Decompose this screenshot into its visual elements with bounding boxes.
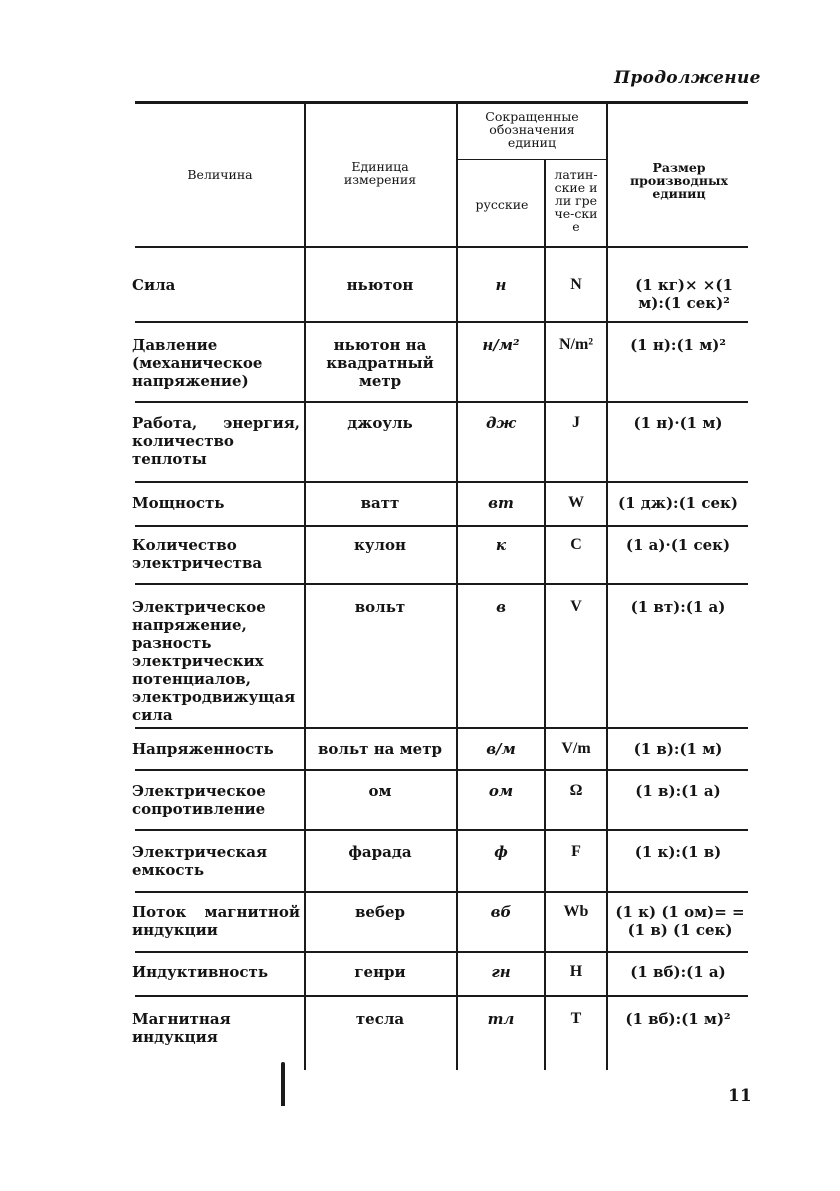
table-row-russian: вб bbox=[490, 903, 512, 921]
table-row-unit: вольт bbox=[354, 598, 406, 616]
table-row-russian: тл bbox=[487, 1010, 515, 1028]
page-number: 11 bbox=[728, 1086, 752, 1106]
header-abbrev-group: Сокращенные обозначения единиц bbox=[485, 109, 579, 150]
table-row-derived-size: (1 вб):(1 м)² bbox=[625, 1010, 731, 1028]
table-row-latin: F bbox=[571, 843, 581, 860]
abbrev-header-rule bbox=[458, 159, 606, 160]
table-row-quantity: Сила bbox=[132, 276, 176, 294]
table-row-russian: н/м² bbox=[482, 336, 520, 354]
table-row-latin: N bbox=[570, 276, 582, 293]
header-abbrev-russian: русские bbox=[475, 197, 529, 212]
table-row-quantity: Поток магнитной индукции bbox=[132, 903, 300, 939]
table-top-rule bbox=[135, 101, 748, 104]
header-unit: Единица измерения bbox=[343, 159, 417, 187]
row-rule bbox=[135, 727, 748, 729]
row-rule bbox=[135, 583, 748, 585]
row-rule bbox=[135, 995, 748, 997]
table-row-latin: H bbox=[569, 963, 583, 980]
table-row-latin: Ω bbox=[569, 782, 583, 799]
margin-mark bbox=[281, 1062, 285, 1106]
page-heading: Продолжение bbox=[614, 68, 761, 88]
table-row-russian: ом bbox=[488, 782, 514, 800]
row-rule bbox=[135, 321, 748, 323]
table-row-quantity: Мощность bbox=[132, 494, 225, 512]
header-abbrev-latin: латин-ские или грече-ские bbox=[554, 167, 598, 234]
table-row-quantity: Магнитная индукция bbox=[132, 1010, 231, 1046]
table-row-latin: V/m bbox=[561, 740, 591, 757]
row-rule bbox=[135, 829, 748, 831]
table-row-derived-size: (1 н)·(1 м) bbox=[633, 414, 723, 432]
table-row-unit: генри bbox=[354, 963, 406, 981]
table-row-derived-size: (1 вб):(1 а) bbox=[630, 963, 726, 981]
table-row-unit: ньютон на квадратный метр bbox=[326, 336, 434, 390]
row-rule bbox=[135, 951, 748, 953]
table-row-russian: к bbox=[495, 536, 507, 554]
row-rule bbox=[135, 769, 748, 771]
table-row-latin: Wb bbox=[563, 903, 589, 920]
table-row-quantity: Количество электричества bbox=[132, 536, 263, 572]
row-rule bbox=[135, 891, 748, 893]
table-row-quantity: Напряженность bbox=[132, 740, 274, 758]
table-row-unit: фарада bbox=[348, 843, 412, 861]
column-divider bbox=[304, 104, 306, 1070]
table-row-unit: кулон bbox=[354, 536, 406, 554]
table-row-quantity: Работа, энергия, количество теплоты bbox=[132, 414, 300, 468]
table-row-derived-size: (1 в):(1 м) bbox=[633, 740, 723, 758]
table-row-quantity: Электрическое напряжение, разность электрических потенциалов, электродвижущая сила bbox=[132, 598, 296, 724]
table-row-derived-size: (1 н):(1 м)² bbox=[630, 336, 726, 354]
table-row-russian: гн bbox=[491, 963, 511, 981]
table-row-latin: W bbox=[568, 494, 584, 511]
table-row-unit: ом bbox=[368, 782, 392, 800]
header-bottom-rule bbox=[135, 246, 748, 248]
table-row-derived-size: (1 к) (1 ом)= =(1 в) (1 сек) bbox=[615, 903, 745, 939]
table-row-quantity: Электрическая емкость bbox=[132, 843, 268, 879]
table-row-unit: вебер bbox=[354, 903, 405, 921]
table-row-russian: ф bbox=[494, 843, 508, 861]
table-row-latin: N/m² bbox=[558, 336, 594, 353]
table-row-derived-size: (1 а)·(1 сек) bbox=[625, 536, 731, 554]
table-row-derived-size: (1 в):(1 а) bbox=[635, 782, 721, 800]
column-divider bbox=[606, 104, 608, 1070]
table-row-quantity: Индуктивность bbox=[132, 963, 269, 981]
table-row-unit: ньютон bbox=[346, 276, 414, 294]
table-row-unit: тесла bbox=[355, 1010, 405, 1028]
table-row-unit: ватт bbox=[360, 494, 400, 512]
table-row-unit: вольт на метр bbox=[318, 740, 442, 758]
header-quantity: Величина bbox=[187, 167, 253, 182]
table-row-russian: н bbox=[495, 276, 507, 294]
header-derived-size: Размер производных единиц bbox=[630, 160, 728, 201]
row-rule bbox=[135, 481, 748, 483]
row-rule bbox=[135, 525, 748, 527]
table-row-quantity: Электрическое сопротивление bbox=[132, 782, 266, 818]
table-row-russian: вт bbox=[488, 494, 514, 512]
table-row-latin: V bbox=[570, 598, 582, 615]
table-row-derived-size: (1 дж):(1 сек) bbox=[618, 494, 738, 512]
table-row-unit: джоуль bbox=[347, 414, 413, 432]
row-rule bbox=[135, 401, 748, 403]
table-row-latin: T bbox=[570, 1010, 582, 1027]
table-row-latin: C bbox=[570, 536, 582, 553]
table-row-latin: J bbox=[572, 414, 580, 431]
table-row-derived-size: (1 к):(1 в) bbox=[634, 843, 722, 861]
table-row-quantity: Давление (механическое напряжение) bbox=[132, 336, 263, 390]
table-row-russian: в/м bbox=[486, 740, 516, 758]
column-divider bbox=[456, 104, 458, 1070]
table-row-russian: дж bbox=[485, 414, 516, 432]
table-row-derived-size: (1 кг)× ×(1 м):(1 сек)² bbox=[635, 276, 733, 312]
table-row-russian: в bbox=[496, 598, 506, 616]
table-row-derived-size: (1 вт):(1 а) bbox=[630, 598, 726, 616]
